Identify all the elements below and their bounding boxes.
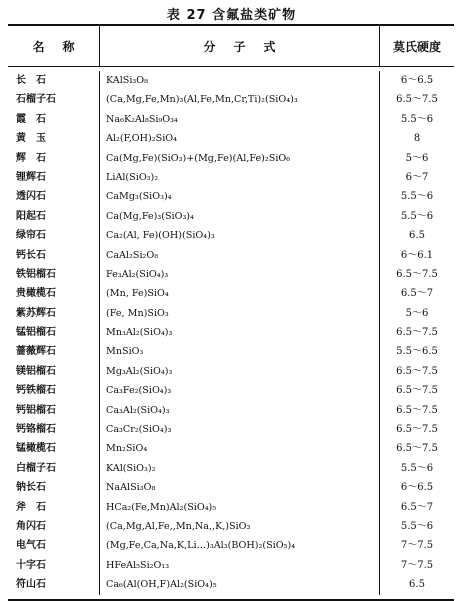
hardness-cell: 6.5～7.5 [396,327,438,339]
formula-cell: (Mg,Fe,Ca,Na,K,Li…)₃Al₃(BOH)₂(SiO₅)₄ [106,540,296,552]
mineral-name-cell: 白榴子石 [16,462,56,474]
formula-cell: Ca₃Al₂(SiO₄)₃ [106,404,170,416]
mineral-name-cell: 紫苏辉石 [16,307,56,319]
formula-cell: Ca(Mg,Fe)₃(SiO₃)₄ [106,210,194,222]
mineral-name-cell: 钙长石 [16,249,46,261]
formula-cell: KAlSi₃O₈ [106,75,148,86]
formula-cell: (Ca,Mg,Fe,Mn)₃(Al,Fe,Mn,Cr,Ti)₂(SiO₄)₃ [106,94,298,106]
formula-cell: Ca₃Cr₂(SiO₄)₃ [106,424,172,436]
hardness-cell: 5.5～6.5 [396,346,438,358]
formula-cell: (Ca,Mg,Al,Fe,,Mn,Na,,K,)SiO₃ [106,520,251,532]
hardness-cell: 6.5～7.5 [396,94,438,106]
mineral-name-cell: 铁铝榴石 [16,268,56,280]
hardness-cell: 6.5～7.5 [396,443,438,455]
mineral-name-cell: 阳起石 [16,210,46,222]
hardness-cell: 6.5 [409,579,425,591]
formula-cell: Mn₃Al₂(SiO₄)₃ [106,327,173,339]
mineral-name-cell: 钙铬榴石 [16,424,56,436]
hardness-cell: 7～7.5 [400,559,434,571]
hardness-cell: 5.5～6 [400,210,434,222]
table-body [8,67,454,599]
formula-cell: Ca₃Fe₂(SiO₄)₃ [106,385,172,397]
formula-cell: (Fe, Mn)SiO₃ [106,307,169,319]
column-formula [100,71,380,595]
mineral-name-cell: 石榴子石 [16,94,56,106]
mineral-name-cell: 黄 玉 [16,133,46,145]
mineral-name-cell: 镁铝榴石 [16,365,56,377]
header-hardness: 莫氏硬度 [392,39,441,54]
column-name [8,71,100,595]
mineral-name-cell: 锰铝榴石 [16,327,56,339]
mineral-name-cell: 霞 石 [16,113,46,125]
header-name: 名称 [8,26,100,66]
hardness-cell: 6.5～7.5 [396,365,438,377]
formula-cell: CaAl₂Si₂O₈ [106,249,159,261]
formula-cell: Na₆K₂Al₈Si₉O₃₄ [106,113,178,125]
table-title: 表 27 含氟盐类矿物 [166,8,297,23]
hardness-cell: 6.5～7 [400,288,434,300]
mineral-name-cell: 斧 石 [16,501,46,513]
formula-cell: CaMg₃(SiO₃)₄ [106,191,172,203]
formula-cell: (Mn, Fe)SiO₄ [106,288,169,300]
formula-cell: NaAlSi₃O₈ [106,482,156,494]
mineral-name-cell: 锂辉石 [16,171,46,183]
hardness-cell: 5.5～6 [400,113,434,125]
formula-cell: MnSiO₃ [106,346,144,358]
formula-cell: Al₂(F,OH)₂SiO₄ [106,133,177,145]
hardness-cell: 6～6.5 [400,482,434,494]
hardness-cell: 5～6 [405,307,429,319]
formula-cell: Ca₆(Al(OH,F)Al₂(SiO₄)₅ [106,579,217,591]
mineral-name-cell: 十字石 [16,559,46,571]
mineral-name-cell: 符山石 [16,579,46,591]
hardness-cell: 6.5～7.5 [396,424,438,436]
hardness-cell: 6.5 [409,230,425,242]
mineral-name-cell: 透闪石 [16,191,46,203]
mineral-name-cell: 蔷薇辉石 [16,346,56,358]
mineral-name-cell: 锰橄榄石 [16,443,56,455]
hardness-cell: 6.5～7.5 [396,404,438,416]
hardness-cell: 6～6.5 [400,75,434,86]
formula-cell: Ca₂(Al, Fe)(OH)(SiO₄)₃ [106,230,215,242]
mineral-name-cell: 电气石 [16,540,46,552]
column-hardness [380,71,454,595]
hardness-cell: 6.5～7 [400,501,434,513]
formula-cell: HFeAl₅Si₂O₁₃ [106,559,170,571]
formula-cell: Fe₃Al₂(SiO₄)₃ [106,268,169,280]
hardness-cell: 6～7 [405,171,429,183]
formula-cell: Ca(Mg,Fe)(SiO₃)+(Mg,Fe)(Al,Fe)₂SiO₆ [106,152,291,164]
formula-cell: HCa₂(Fe,Mn)Al₂(SiO₄)₅ [106,501,217,513]
mineral-name-cell: 长 石 [16,75,46,86]
table-header-row [8,26,454,67]
hardness-cell: 5～6 [405,152,429,164]
hardness-cell: 7～7.5 [400,540,434,552]
mineral-name-cell: 钙铝榴石 [16,404,56,416]
header-formula: 分子式 [100,26,380,66]
mineral-name-cell: 辉 石 [16,152,46,164]
formula-cell: KAl(SiO₃)₂ [106,462,156,474]
hardness-cell: 5.5～6 [400,520,434,532]
hardness-cell: 6.5～7.5 [396,385,438,397]
formula-cell: Mg₃Al₂(SiO₄)₃ [106,365,173,377]
mineral-name-cell: 钙铁榴石 [16,385,56,397]
mineral-name-cell: 钠长石 [16,482,46,494]
formula-cell: LiAl(SiO₃)₂ [106,171,159,183]
minerals-table [8,24,454,601]
hardness-cell: 6～6.1 [400,249,434,261]
hardness-cell: 8 [413,133,421,145]
hardness-cell: 5.5～6 [400,191,434,203]
mineral-name-cell: 角闪石 [16,520,46,532]
hardness-cell: 6.5～7.5 [396,268,438,280]
hardness-cell: 5.5～6 [400,462,434,474]
mineral-name-cell: 贵橄榄石 [16,288,56,300]
formula-cell: Mn₂SiO₄ [106,443,148,455]
mineral-name-cell: 绿帘石 [16,230,46,242]
